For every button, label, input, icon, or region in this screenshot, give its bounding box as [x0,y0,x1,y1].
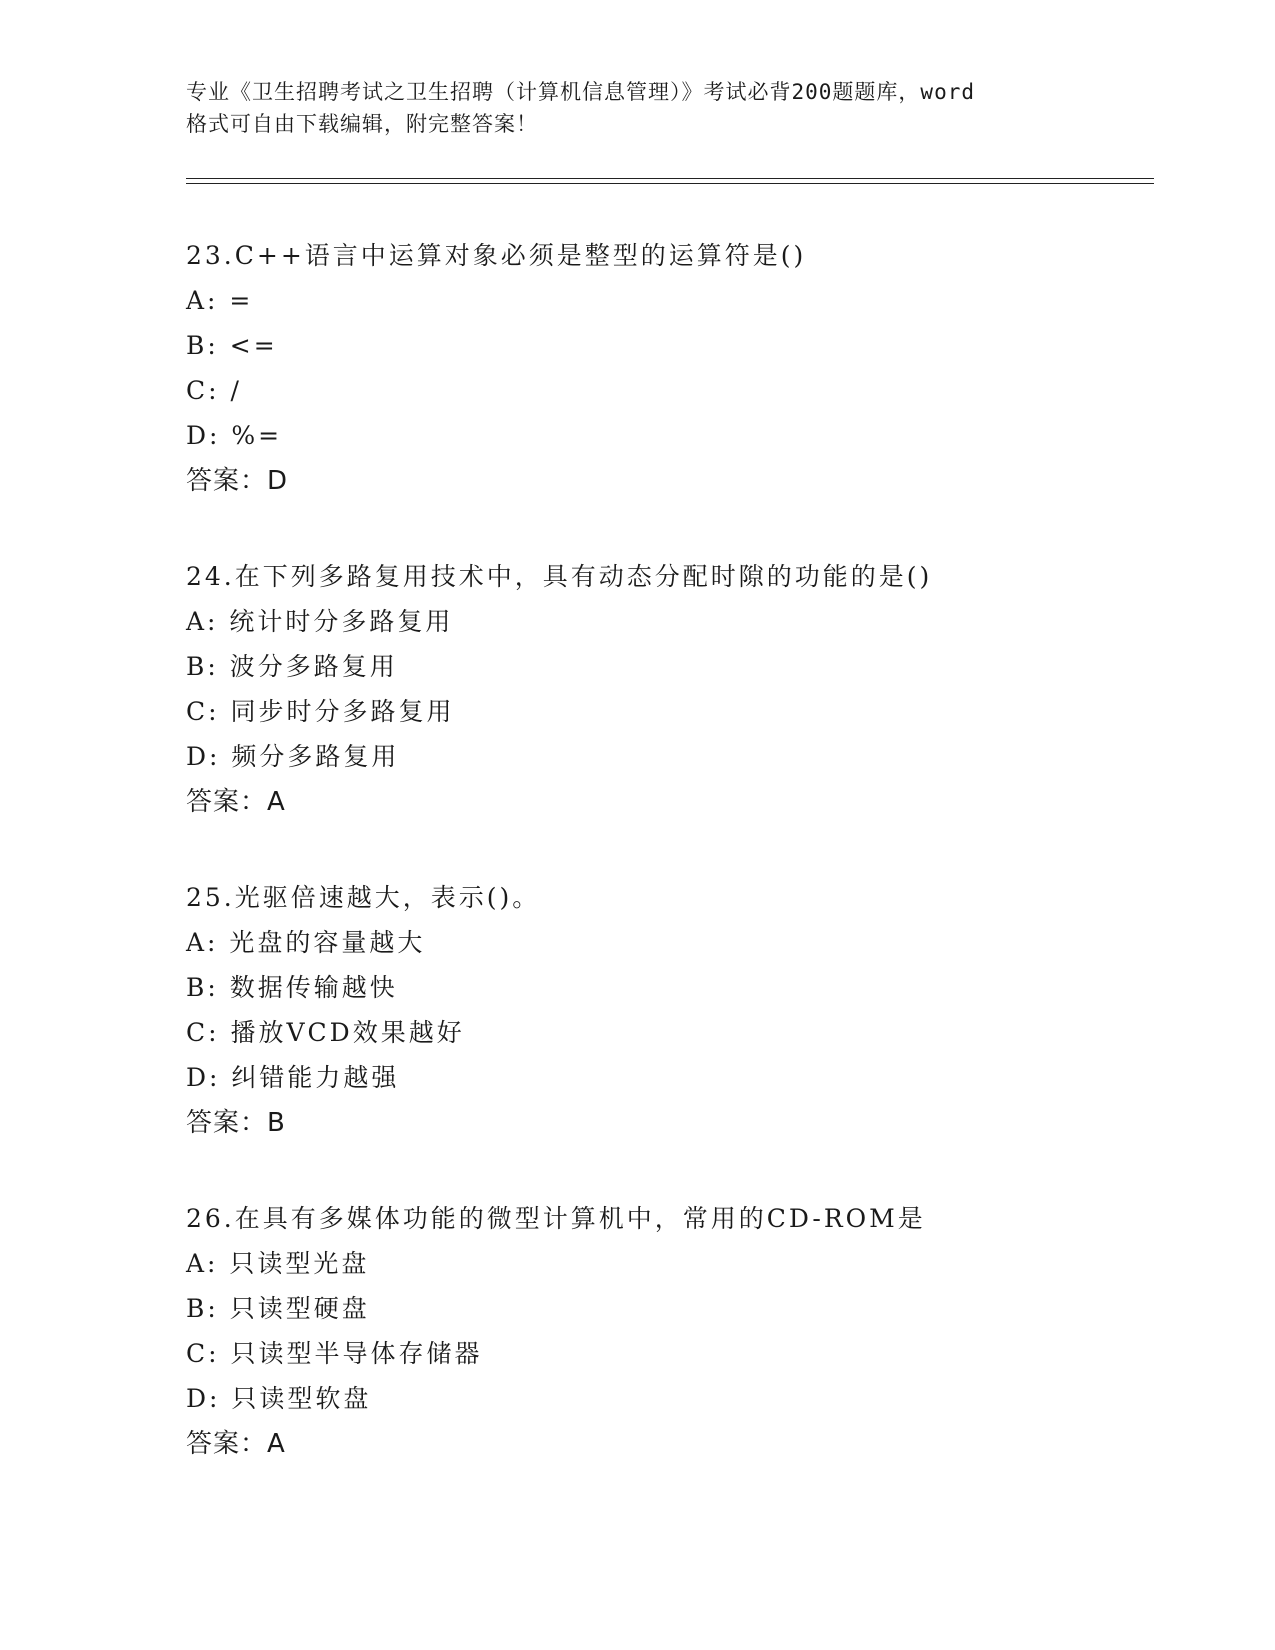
option-c: C: 只读型半导体存储器 [186,1339,483,1368]
option-d: D: %= [186,421,283,450]
answer: 答案：A [186,1429,286,1459]
option-d: D: 纠错能力越强 [186,1063,400,1092]
question-25 [186,883,1154,1138]
option-a: A: = [186,286,254,315]
option-b: B: 只读型硬盘 [186,1294,370,1323]
header-divider-bottom [186,183,1154,184]
header-divider-top [186,178,1154,179]
option-b: B: 数据传输越快 [186,973,398,1002]
option-b: B: <= [186,331,278,360]
option-d: D: 频分多路复用 [186,742,400,771]
answer: 答案：A [186,787,286,817]
option-a: A: 光盘的容量越大 [186,928,426,957]
question-24 [186,562,1154,817]
option-c: C: 同步时分多路复用 [186,697,455,726]
header-line-1: 专业《卫生招聘考试之卫生招聘（计算机信息管理）》考试必背200题题库，word [186,80,975,104]
answer: 答案：D [186,466,289,496]
question-23 [186,241,1154,496]
document-header [186,76,1086,140]
option-a: A: 统计时分多路复用 [186,607,454,636]
answer: 答案：B [186,1108,286,1138]
question-title: 23.C++语言中运算对象必须是整型的运算符是() [186,241,807,270]
option-a: A: 只读型光盘 [186,1249,370,1278]
question-title: 26.在具有多媒体功能的微型计算机中，常用的CD-ROM是 [186,1204,926,1233]
option-d: D: 只读型软盘 [186,1384,372,1413]
option-b: B: 波分多路复用 [186,652,398,681]
question-26 [186,1204,1154,1459]
header-line-2: 格式可自由下载编辑，附完整答案！ [186,112,538,136]
option-c: C: / [186,376,242,405]
question-title: 25.光驱倍速越大，表示()。 [186,883,541,912]
option-c: C: 播放VCD效果越好 [186,1018,465,1047]
question-title: 24.在下列多路复用技术中，具有动态分配时隙的功能的是() [186,562,933,591]
